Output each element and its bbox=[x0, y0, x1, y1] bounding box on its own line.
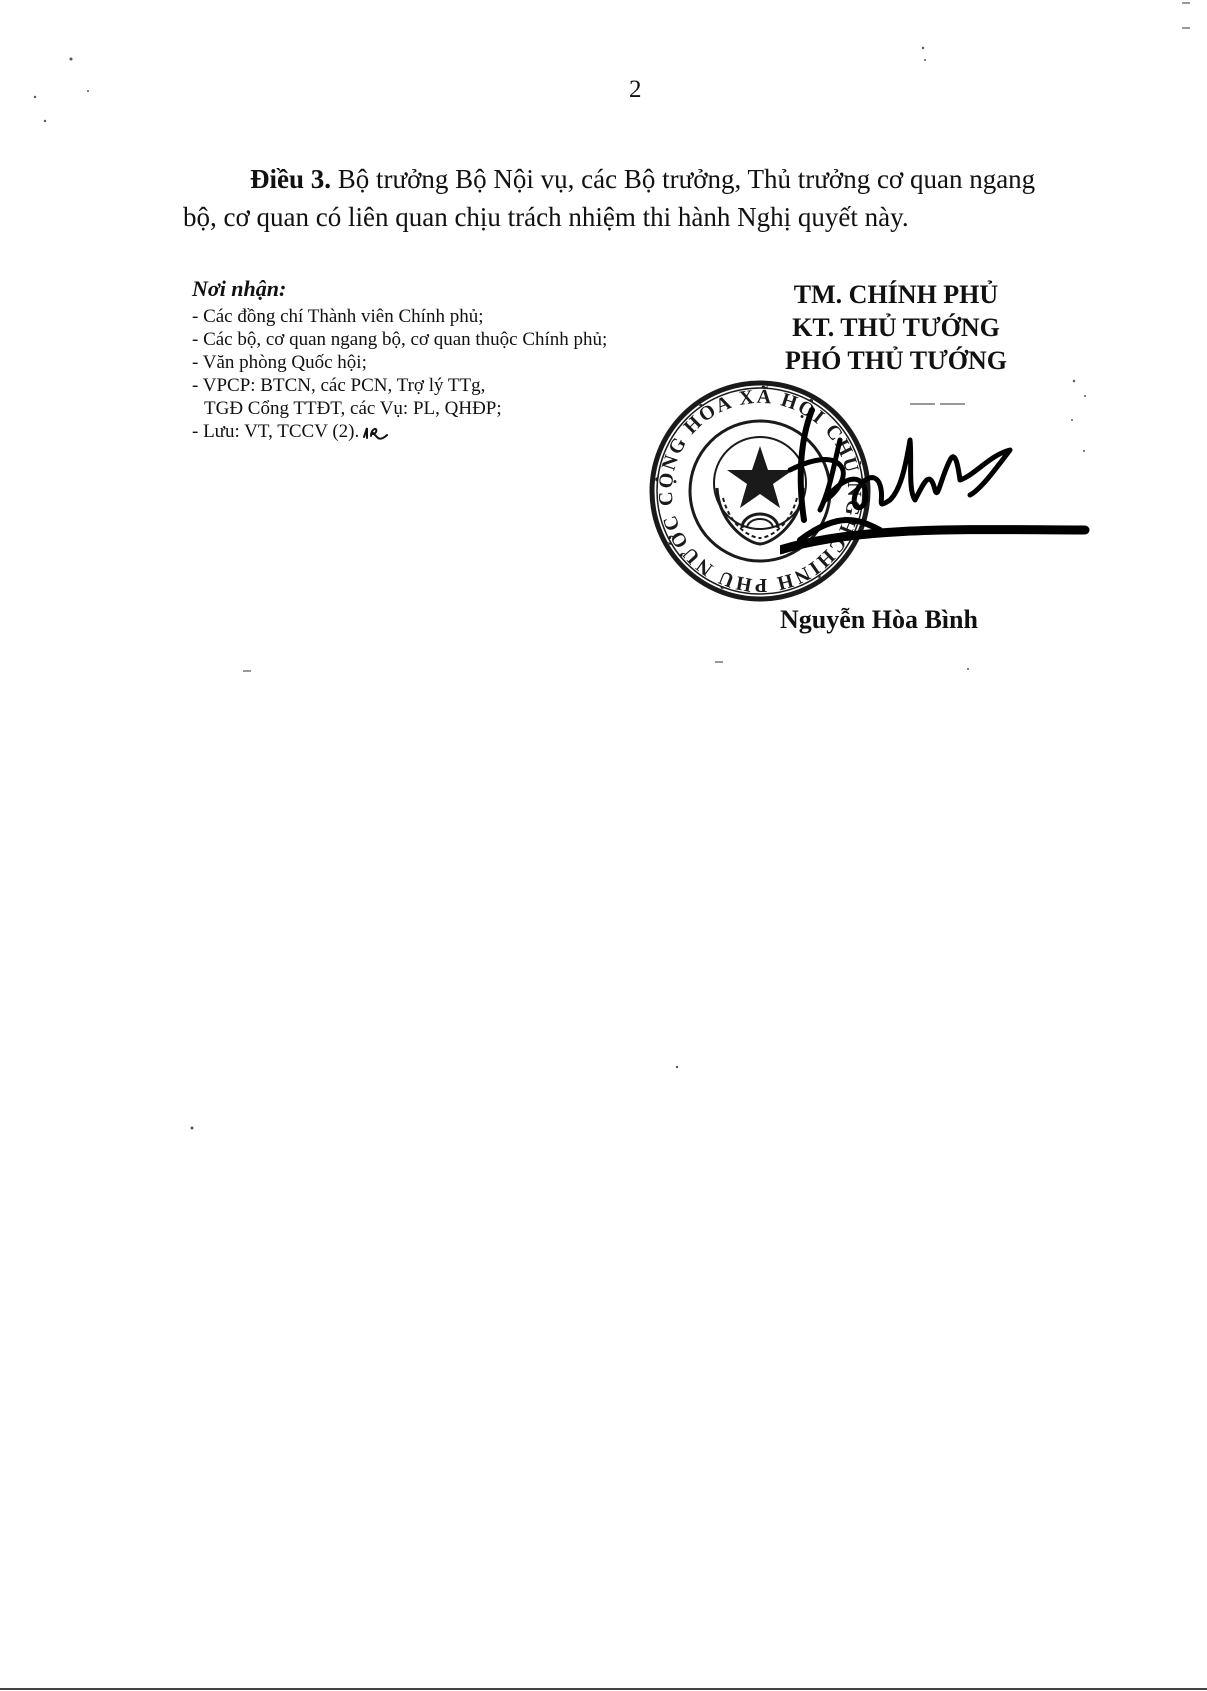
signature-authority-block bbox=[746, 278, 1046, 377]
recipient-item: - Văn phòng Quốc hội; bbox=[192, 352, 367, 373]
recipient-item: - Các đồng chí Thành viên Chính phủ; bbox=[192, 306, 484, 327]
authority-line-1: TM. CHÍNH PHỦ bbox=[793, 280, 999, 309]
recipient-item: - VPCP: BTCN, các PCN, Trợ lý TTg, bbox=[192, 375, 486, 396]
article-line-2: bộ, cơ quan có liên quan chịu trách nhiệm thi hành Nghị quyết này. bbox=[183, 202, 909, 232]
authority-line-3: PHÓ THỦ TƯỚNG bbox=[785, 346, 1007, 375]
recipient-item: - Lưu: VT, TCCV (2). bbox=[192, 421, 360, 442]
authority-line-2: KT. THỦ TƯỚNG bbox=[792, 313, 1000, 342]
recipient-item: TGĐ Cổng TTĐT, các Vụ: PL, QHĐP; bbox=[204, 398, 502, 419]
page-number: 2 bbox=[629, 76, 642, 103]
recipients-title: Nơi nhận: bbox=[192, 276, 287, 301]
svg-text:CHÍNH PHỦ NƯỚC CỘNG HÒA XÃ HỘI: CHÍNH PHỦ NƯỚC CỘNG HÒA XÃ HỘI CHỦ NGHĨA bbox=[654, 385, 866, 597]
handwritten-signature-icon bbox=[780, 400, 1090, 570]
article-line-1 bbox=[183, 160, 1093, 198]
recipient-item: - Các bộ, cơ quan ngang bộ, cơ quan thuộc Chính phủ; bbox=[192, 329, 608, 350]
handwritten-initial-icon bbox=[361, 423, 389, 441]
signer-name: Nguyễn Hòa Bình bbox=[780, 605, 978, 634]
recipients-block bbox=[192, 276, 712, 443]
article-3 bbox=[183, 160, 1093, 236]
recipient-item-archive bbox=[192, 420, 712, 443]
article-heading: Điều 3. bbox=[250, 164, 331, 194]
scan-bottom-edge bbox=[0, 1688, 1207, 1690]
article-text-1: Bộ trưởng Bộ Nội vụ, các Bộ trưởng, Thủ trưởng cơ quan ngang bbox=[331, 164, 1036, 194]
